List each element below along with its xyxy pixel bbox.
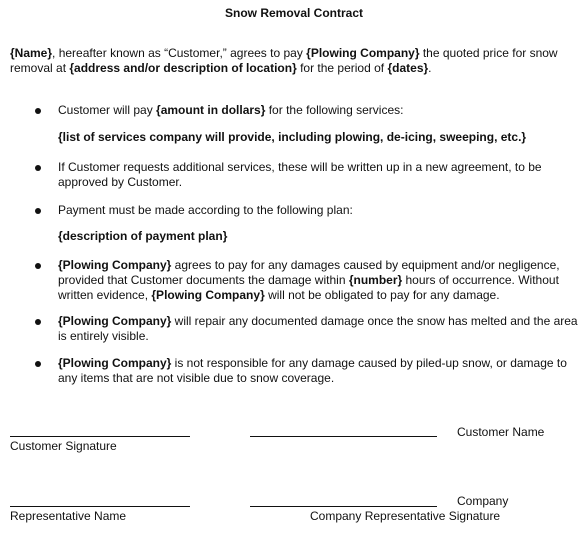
company-label: Company — [457, 494, 509, 508]
intro-text: for the period of — [296, 61, 388, 75]
representative-name-label: Representative Name — [10, 509, 127, 523]
bullet-item-payment-amount — [58, 103, 580, 118]
customer-name-line[interactable] — [250, 436, 437, 437]
intro-text: . — [428, 61, 432, 75]
bullet-dot — [35, 108, 41, 114]
bullet-text: will repair any documented damage once the snow has melted and the area is entirely visible. — [58, 314, 578, 343]
bullet-item-additional-services: If Customer requests additional services, these will be written up in a new agreement, to be approved by Customer. — [58, 160, 542, 189]
bullet-dot — [35, 319, 41, 325]
bullet-text: agrees to pay for any damages caused by equipment and/or negligence, provided that Customer documents the damage within — [58, 258, 560, 287]
intro-paragraph — [10, 46, 580, 76]
number-placeholder: {number} — [348, 273, 403, 287]
bullet-dot — [35, 361, 41, 367]
bullet-text: is not responsible for any damage caused by piled-up snow, or damage to any items that are not visible due to snow coverage. — [58, 356, 567, 385]
company-placeholder: {Plowing Company} — [58, 356, 172, 370]
bullet-text: will not be obligated to pay for any damage. — [264, 288, 500, 302]
payment-plan-placeholder: {description of payment plan} — [58, 229, 228, 243]
bullet-item-repair — [58, 314, 580, 344]
bullet-text: Customer will pay — [58, 103, 157, 117]
dates-placeholder: {dates} — [387, 61, 429, 75]
company-placeholder: {Plowing Company} — [58, 314, 172, 328]
customer-signature-line[interactable] — [10, 436, 190, 437]
bullet-dot — [35, 263, 41, 269]
amount-placeholder: {amount in dollars} — [156, 103, 266, 117]
bullet-dot — [35, 208, 41, 214]
bullet-item-liability — [58, 356, 580, 386]
bullet-item-damages — [58, 258, 580, 303]
representative-name-line[interactable] — [10, 506, 190, 507]
bullet-text: hours of occurrence. Without written evidence, — [58, 273, 559, 302]
company-rep-signature-line[interactable] — [250, 506, 437, 507]
intro-text: , hereafter known as “Customer,” agrees to pay — [52, 46, 307, 60]
bullet-dot — [35, 165, 41, 171]
company-placeholder: {Plowing Company} — [151, 288, 265, 302]
customer-name-label: Customer Name — [457, 425, 545, 439]
services-placeholder: {list of services company will provide, including plowing, de-icing, sweeping, etc.} — [58, 130, 527, 144]
intro-text: the quoted price for snow removal at — [10, 46, 558, 75]
customer-signature-label: Customer Signature — [10, 439, 117, 453]
company-placeholder: {Plowing Company} — [58, 258, 172, 272]
bullet-text: for the following services: — [265, 103, 404, 117]
bullet-item-payment-plan: Payment must be made according to the following plan: — [58, 203, 353, 217]
company-placeholder: {Plowing Company} — [306, 46, 420, 60]
address-placeholder: {address and/or description of location} — [69, 61, 297, 75]
company-rep-signature-label: Company Representative Signature — [310, 509, 501, 523]
document-title: Snow Removal Contract — [224, 6, 364, 20]
name-placeholder: {Name} — [10, 46, 53, 60]
